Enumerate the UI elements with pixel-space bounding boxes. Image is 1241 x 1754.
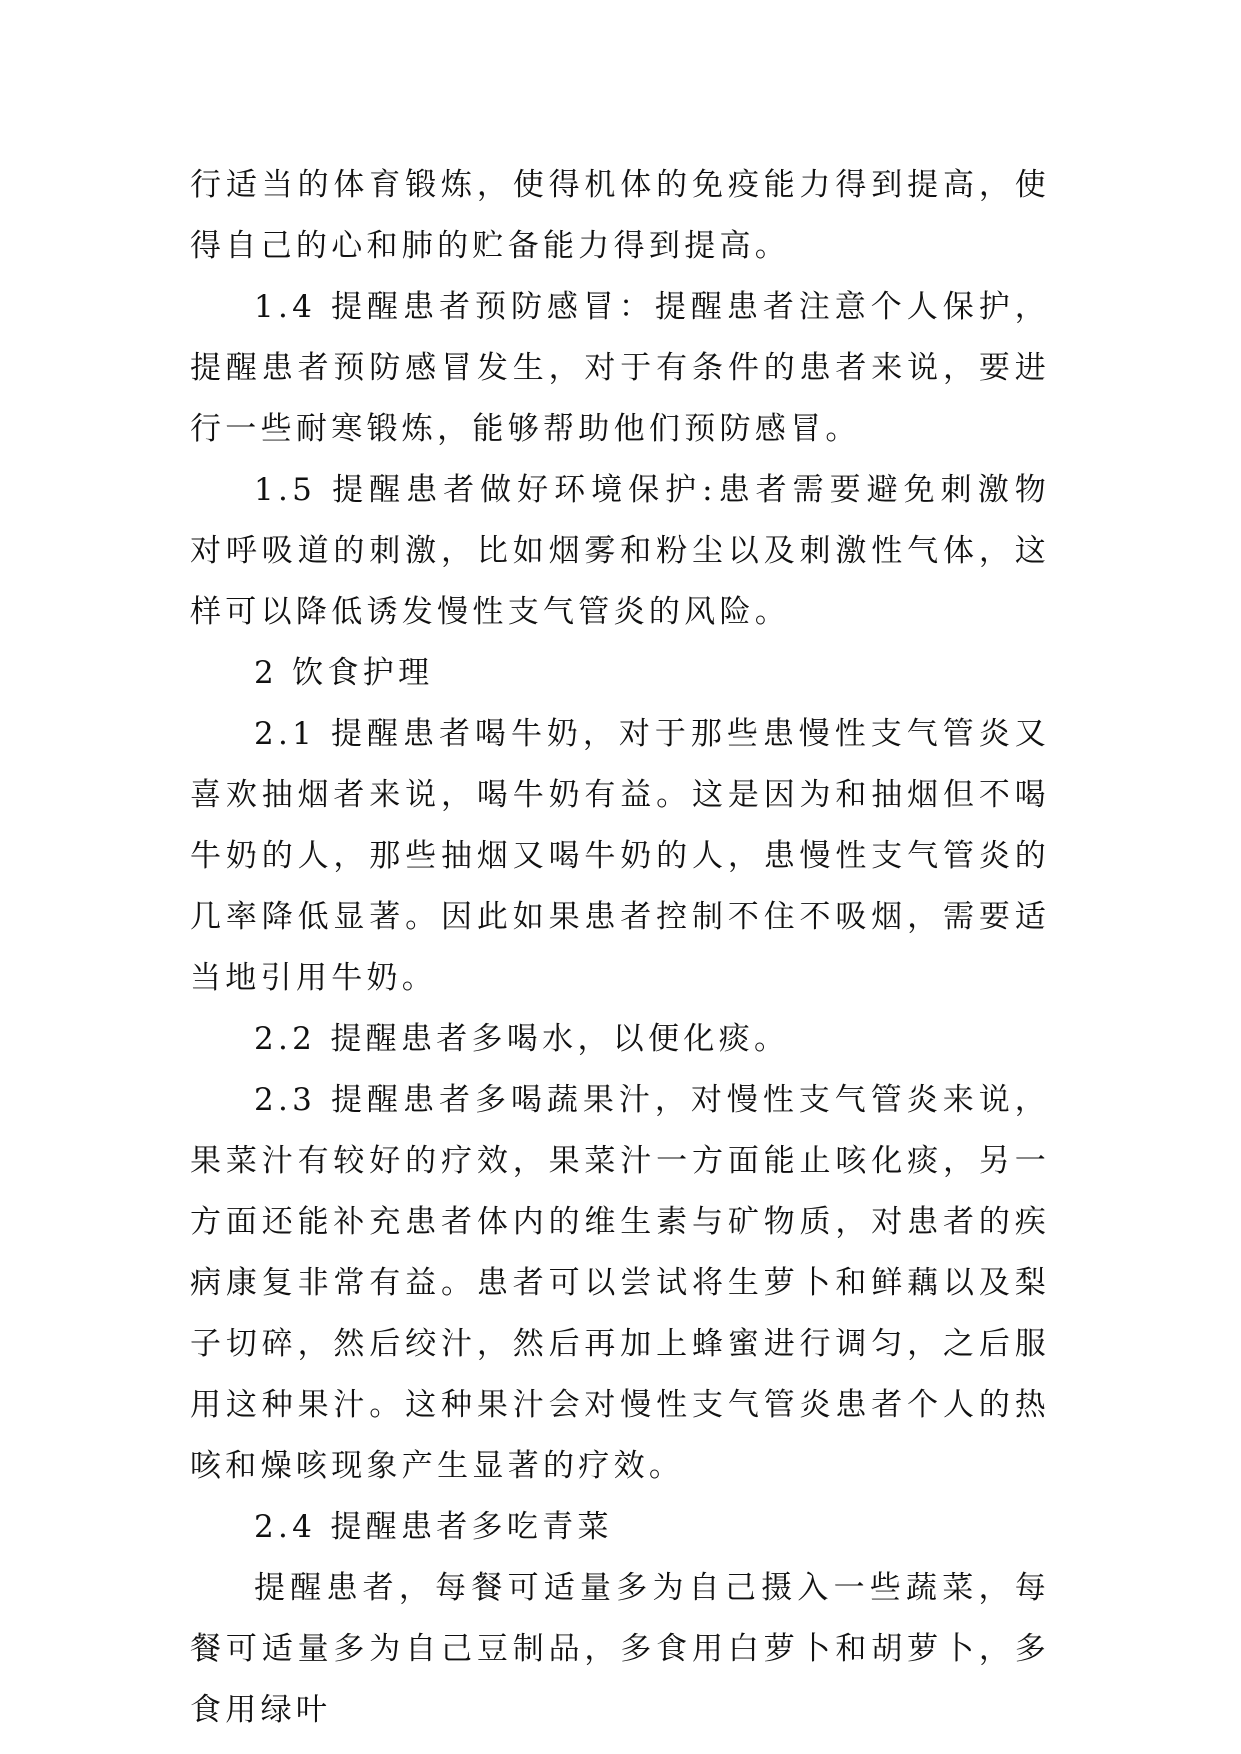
paragraph-2-3: 2.3 提醒患者多喝蔬果汁，对慢性支气管炎来说，果菜汁有较好的疗效，果菜汁一方面能止咳化痰，另一方面还能补充患者体内的维生素与矿物质，对患者的疾病康复非常有益。患者可以尝试将生萝卜和鲜藕以及梨子切碎，然后绞汁，然后再加上蜂蜜进行调匀，之后服用这种果汁。这种果汁会对慢性支气管炎患者个人的热咳和燥咳现象产生显著的疗效。 (190, 1082, 1050, 1484)
document-body (190, 155, 1050, 1741)
paragraph-2-4-body: 提醒患者，每餐可适量多为自己摄入一些蔬菜，每餐可适量多为自己豆制品，多食用白萝卜和胡萝卜，多食用绿叶 (190, 1570, 1050, 1728)
paragraph-2-2: 2.2 提醒患者多喝水，以便化痰。 (254, 1021, 790, 1057)
heading-2-4: 2.4 提醒患者多吃青菜 (254, 1509, 613, 1545)
paragraph-continuation: 行适当的体育锻炼，使得机体的免疫能力得到提高，使得自己的心和肺的贮备能力得到提高。 (190, 167, 1050, 264)
paragraph-1-4: 1.4 提醒患者预防感冒：提醒患者注意个人保护， 提醒患者预防感冒发生，对于有条件的患者来说，要进行一些耐寒锻炼，能够帮助他们预防感冒。 (190, 289, 1050, 447)
paragraph-2-1: 2.1 提醒患者喝牛奶，对于那些患慢性支气管炎又喜欢抽烟者来说，喝牛奶有益。这是因为和抽烟但不喝牛奶的人，那些抽烟又喝牛奶的人，患慢性支气管炎的几率降低显著。因此如果患者控制不住不吸烟，需要适当地引用牛奶。 (190, 716, 1050, 996)
heading-2: 2 饮食护理 (254, 655, 434, 691)
paragraph-1-5: 1.5 提醒患者做好环境保护:患者需要避免刺激物对呼吸道的刺激，比如烟雾和粉尘以及刺激性气体，这样可以降低诱发慢性支气管炎的风险。 (190, 472, 1050, 630)
